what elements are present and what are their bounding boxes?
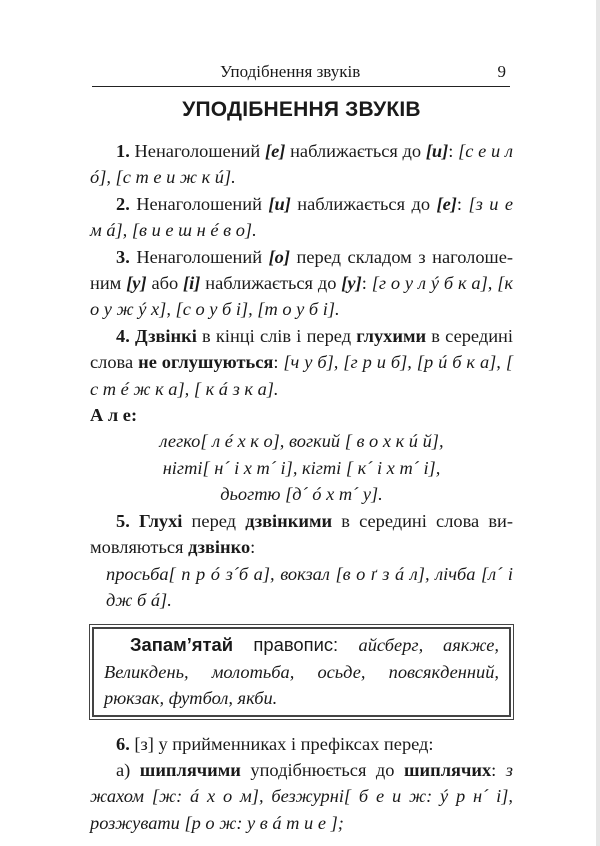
rule-5 bbox=[90, 508, 513, 561]
rule-text: [з] у прийменниках і префіксах перед: bbox=[129, 733, 434, 754]
rule-1 bbox=[90, 138, 513, 191]
transcription-example: [з и е м á], [в и е ш н é в о]. bbox=[90, 193, 513, 241]
rule-text: : bbox=[361, 273, 372, 294]
phonetic-symbol: [о] bbox=[268, 246, 291, 267]
rule-text: : bbox=[250, 537, 256, 558]
memo-label: Запам’ятай bbox=[130, 634, 234, 656]
rule-text: перед складом з наголошеним bbox=[90, 246, 513, 294]
rule-text: Ненаголошений bbox=[129, 246, 269, 267]
bold-term: Дзвінкі bbox=[129, 325, 197, 346]
rule-text: в середині слова вимовляються bbox=[90, 510, 513, 558]
transcription-example: [ч у б], [г р и б], [р ú б к а], [ с т é ж к а], [ к á з к а]. bbox=[90, 352, 513, 399]
phonetic-symbol: [і] bbox=[183, 273, 201, 294]
exception-label: А л е: bbox=[90, 405, 138, 426]
rule-2 bbox=[90, 191, 513, 244]
running-title: Уподібнення звуків bbox=[220, 62, 361, 81]
phonetic-symbol: [и] bbox=[268, 193, 291, 214]
bold-term: шиплячих bbox=[404, 759, 492, 780]
rule-3 bbox=[90, 244, 513, 323]
rule-text: наближається до bbox=[285, 141, 426, 161]
rule-number: 2. bbox=[116, 193, 130, 214]
rule-4 bbox=[90, 323, 513, 402]
rule-text: наближається до bbox=[200, 273, 342, 294]
rule-number: 6. bbox=[116, 733, 130, 754]
exception-example: легко[ л é х к о], вогкий [ в о х к ú й], bbox=[159, 431, 444, 452]
memo-intro: правопис: bbox=[233, 634, 359, 656]
transcription-example: [с е и л ó], [с т е и ж к ú]. bbox=[90, 141, 513, 188]
rule-text: в кінці слів і перед bbox=[196, 325, 357, 346]
transcription-example: просьба[ п р ó з´б а], вокзал [в о ґ з á л], лічба [л´ і дж б á]. bbox=[106, 563, 513, 610]
rule-text: або bbox=[146, 273, 184, 294]
rule-text: : bbox=[456, 193, 462, 214]
bold-term: дзвінкими bbox=[245, 510, 333, 531]
bold-term: шиплячими bbox=[139, 759, 241, 780]
rule-6 bbox=[90, 731, 513, 757]
rule-number: 1. bbox=[116, 141, 130, 161]
rule-text: : bbox=[273, 352, 284, 373]
rule-text: Ненаголошений bbox=[129, 141, 265, 161]
page-content bbox=[90, 96, 513, 836]
exception-example: дьогтю [д´ ó х т´ у]. bbox=[220, 484, 383, 505]
page-number: 9 bbox=[497, 62, 506, 81]
page-title: УПОДІБНЕННЯ ЗВУКІВ bbox=[182, 98, 421, 121]
phonetic-symbol: [у] bbox=[341, 273, 362, 294]
bold-term: Глухі bbox=[129, 510, 183, 531]
rule-number: 5. bbox=[116, 510, 130, 531]
phonetic-symbol: [у] bbox=[126, 273, 147, 294]
header-rule bbox=[92, 86, 510, 87]
bold-term: глухими bbox=[356, 325, 427, 346]
bold-term: не оглушуються bbox=[138, 352, 274, 373]
rule-number: 4. bbox=[116, 325, 130, 346]
phonetic-symbol: [и] bbox=[425, 141, 449, 161]
bold-term: дзвінко bbox=[188, 537, 251, 558]
rule-text: перед bbox=[182, 510, 246, 531]
phonetic-symbol: [е] bbox=[264, 141, 286, 161]
running-header bbox=[92, 62, 510, 84]
memo-text bbox=[104, 632, 499, 711]
rule-text: уподібнюється до bbox=[240, 759, 404, 780]
sub-label: а) bbox=[116, 759, 140, 780]
rule-text: : bbox=[448, 141, 454, 161]
memo-box bbox=[92, 627, 511, 716]
rule-text: Ненаголошений bbox=[129, 193, 269, 214]
rule-text: в середині слова bbox=[90, 325, 513, 373]
rule-number: 3. bbox=[116, 246, 130, 267]
rule-text: : bbox=[491, 759, 497, 780]
transcription-example: [г о у л ý б к а], [к о у ж ý х], [с о у б і], [т о у б і]. bbox=[90, 273, 514, 320]
rule-text: наближається до bbox=[290, 193, 437, 214]
phonetic-symbol: [е] bbox=[436, 193, 457, 214]
rule-6a bbox=[90, 757, 513, 836]
transcription-example: з жахом [ж: á х о м], безжурні[ б е и ж: ý р н´ і], розжувати [р о ж: у в á т и е ]; bbox=[90, 759, 513, 833]
exception-example: нігті[ н´ і х т´ і], кігті [ к´ і х т´ і], bbox=[162, 457, 441, 478]
memo-words: айсберг, аякже, Великдень, молотьба, осьде, повсякденний, рюкзак, футбол, якби. bbox=[104, 635, 499, 709]
page-edge bbox=[596, 0, 600, 846]
